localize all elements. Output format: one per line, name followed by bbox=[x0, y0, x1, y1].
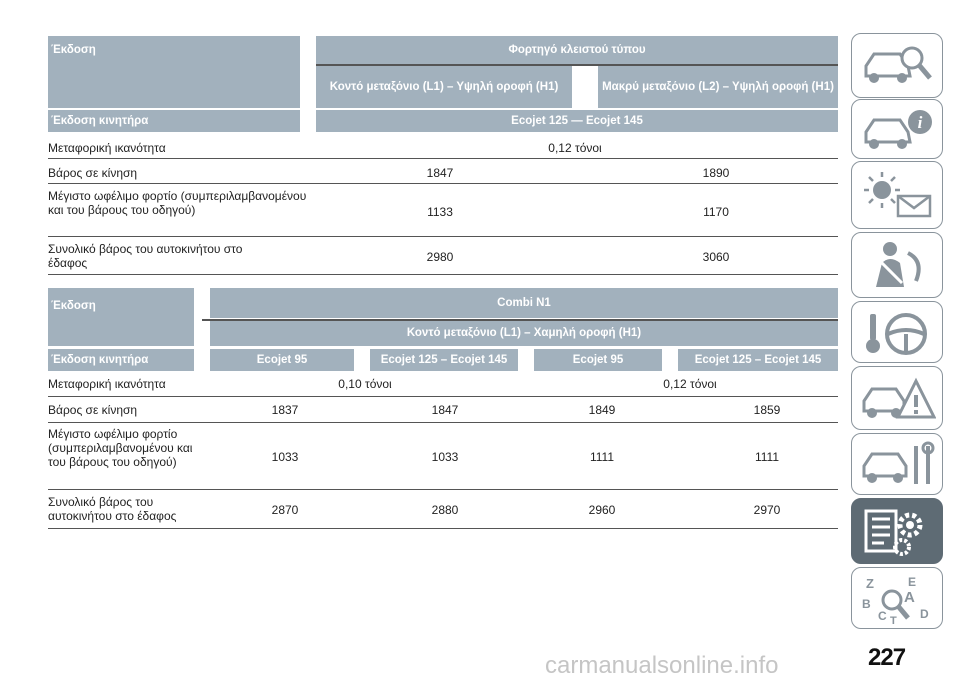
header-engines: Ecojet 125 — Ecojet 145 bbox=[316, 110, 838, 132]
tab-starting-driving[interactable] bbox=[851, 301, 943, 363]
cell-capacity-95: 0,10 τόνοι bbox=[338, 377, 392, 391]
header-engine-version-2: Έκδοση κινητήρα bbox=[48, 349, 194, 371]
warning-lights-message-icon bbox=[860, 168, 936, 224]
index-letter: E bbox=[908, 575, 917, 589]
cell-payload-1: 1033 bbox=[271, 450, 299, 464]
row-label-capacity-2: Μεταφορική ικανότητα bbox=[48, 377, 166, 391]
header-engine-version: Έκδοση κινητήρα bbox=[48, 110, 300, 132]
tab-getting-to-know[interactable] bbox=[851, 99, 943, 159]
row-label-max-payload: Μέγιστο ωφέλιμο φορτίο (συμπεριλαμβανομένου και του βάρους του οδηγού) bbox=[48, 189, 307, 217]
tab-maintenance[interactable] bbox=[851, 433, 943, 495]
cell-max-payload-l2: 1170 bbox=[703, 205, 729, 219]
index-letter: T bbox=[890, 615, 897, 626]
tab-emergency[interactable] bbox=[851, 366, 943, 430]
header-edition-2: Έκδοση bbox=[48, 288, 194, 346]
tab-index[interactable] bbox=[851, 567, 943, 629]
cell-gross-weight-l1: 2980 bbox=[426, 250, 454, 264]
cell-gross-weight-l2: 3060 bbox=[702, 250, 730, 264]
index-letter: Z bbox=[866, 576, 874, 591]
svg-text:i: i bbox=[917, 113, 923, 132]
header-engine-4: Ecojet 125 – Ecojet 145 bbox=[678, 349, 838, 371]
cell-kerb-2: 1847 bbox=[431, 403, 459, 417]
cell-payload-3: 1111 bbox=[589, 450, 615, 464]
row-label-kerb-weight-2: Βάρος σε κίνηση bbox=[48, 403, 138, 417]
cell-kerb-4: 1859 bbox=[753, 403, 781, 417]
header-combi-sub: Κοντό μεταξόνιο (L1) – Χαμηλή οροφή (H1) bbox=[210, 321, 838, 346]
header-engine-2: Ecojet 125 – Ecojet 145 bbox=[370, 349, 518, 371]
car-info-icon bbox=[860, 106, 936, 156]
car-breakdown-warning-icon bbox=[860, 373, 936, 425]
seatbelt-airbag-icon bbox=[860, 239, 936, 293]
row-label-max-payload-2: Μέγιστο ωφέλιμο φορτίο (συμπεριλαμβανομένου και του βάρους του οδηγού) bbox=[48, 427, 193, 469]
cell-kerb-weight-l1: 1847 bbox=[426, 166, 454, 180]
index-letter: A bbox=[904, 589, 915, 606]
row-label-capacity: Μεταφορική ικανότητα bbox=[48, 141, 166, 155]
header-combi: Combi N1 bbox=[210, 288, 838, 318]
index-letter: C bbox=[878, 609, 887, 623]
tab-dashboard[interactable] bbox=[851, 33, 943, 98]
cell-max-payload-l1: 1133 bbox=[427, 205, 453, 219]
index-letter: B bbox=[862, 597, 871, 611]
alphabetical-index-icon bbox=[860, 574, 936, 626]
cell-capacity-125: 0,12 τόνοι bbox=[663, 377, 717, 391]
cell-kerb-3: 1849 bbox=[588, 403, 616, 417]
tab-safety[interactable] bbox=[851, 232, 943, 298]
tab-warning-lights[interactable] bbox=[851, 161, 943, 229]
index-letter: D bbox=[920, 607, 929, 621]
row-label-kerb-weight: Βάρος σε κίνηση bbox=[48, 166, 138, 180]
car-search-icon bbox=[860, 40, 936, 92]
header-van-type: Φορτηγό κλειστού τύπου bbox=[316, 36, 838, 64]
cell-kerb-weight-l2: 1890 bbox=[702, 166, 730, 180]
cell-kerb-1: 1837 bbox=[271, 403, 299, 417]
row-label-gross-weight-2: Συνολικό βάρος του αυτοκινήτου στο έδαφος bbox=[48, 495, 177, 523]
header-edition: Έκδοση bbox=[48, 36, 300, 108]
key-steering-wheel-icon bbox=[860, 308, 936, 360]
tab-specifications[interactable] bbox=[851, 498, 943, 564]
header-long-wheelbase: Μακρύ μεταξόνιο (L2) – Υψηλή οροφή (H1) bbox=[598, 66, 838, 108]
cell-payload-4: 1111 bbox=[754, 450, 780, 464]
watermark: carmanualsonline.info bbox=[545, 652, 779, 679]
car-maintenance-tools-icon bbox=[860, 440, 936, 490]
header-short-wheelbase: Κοντό μεταξόνιο (L1) – Υψηλή οροφή (H1) bbox=[316, 66, 572, 108]
header-engine-3: Ecojet 95 bbox=[534, 349, 662, 371]
cell-capacity: 0,12 τόνοι bbox=[548, 141, 602, 155]
specifications-gears-icon bbox=[860, 505, 936, 559]
cell-gross-4: 2970 bbox=[753, 503, 781, 517]
cell-gross-2: 2880 bbox=[431, 503, 459, 517]
cell-payload-2: 1033 bbox=[431, 450, 459, 464]
cell-gross-3: 2960 bbox=[588, 503, 616, 517]
header-engine-1: Ecojet 95 bbox=[210, 349, 354, 371]
page-number: 227 bbox=[868, 644, 906, 671]
cell-gross-1: 2870 bbox=[271, 503, 299, 517]
row-label-gross-weight: Συνολικό βάρος του αυτοκινήτου στο έδαφος bbox=[48, 242, 243, 270]
